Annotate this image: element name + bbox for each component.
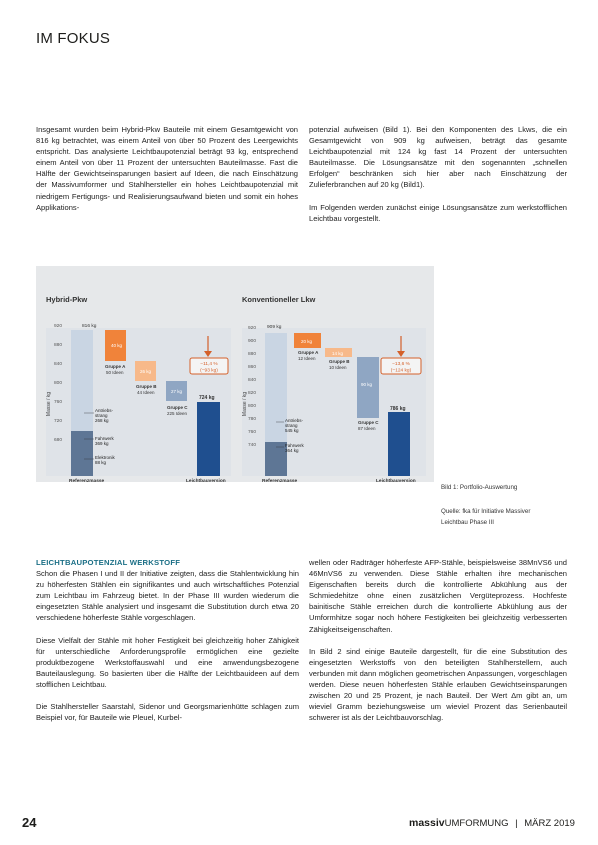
right-seg-2-value: 364 kg (285, 448, 299, 453)
section2-right-column (309, 557, 567, 723)
left-seg-1-value: 268 kg (95, 418, 109, 423)
intro-left-paragraph: Insgesamt wurden beim Hybrid-Pkw Bauteile mit einem Gesamtgewicht von 816 kg betrachtet, was einem Anteil von über 50 Prozent des Leergewichts entspricht. Das analysierte Leichtbaupotenzial beträgt 93 kg, entsprechend einem Anteil von über 11 Prozent der untersuchten Bauteilmasse. Fast die Hälfte der Gewichtseinsparungen basiert auf Ideen, die nach Einschätzung der Massivumformer und Stahlhersteller ein hohes Leichtbaupotenzial mit niedrigem Fertigungs- und Realisierungsaufwand bieten und somit ein hohes Applikations- (36, 125, 298, 212)
section2-heading: LEICHTBAUPOTENZIAL WERKSTOFF (36, 558, 181, 567)
intro-right-paragraph-1: potenzial aufweisen (Bild 1). Bei den Komponenten des Lkws, die ein Gesamtgewicht von 909 kg aufweisen, beträgt das gesamte Leichtbaupotenzial mit 124 kg fast 14 Prozent der untersuchten Bauteilmasse. Die Lösungsansätze mit den sogenannten „schnellen Erfolgen“ beschränken sich hier aber nach Einschätzung der Zulieferbranchen auf 20 kg (Bild1). (309, 125, 567, 190)
right-ytick: 900 (248, 339, 257, 344)
left-ytick: 920 (54, 324, 63, 329)
left-result-label: 724 kg (199, 395, 215, 401)
right-x-end: Leichtbauversion (376, 479, 416, 482)
left-seg-3-name: Elektronik (95, 455, 115, 460)
left-seg-2-value: 369 kg (95, 441, 109, 446)
right-ytick: 820 (248, 391, 257, 396)
right-ytick: 860 (248, 365, 257, 370)
right-ytick: 840 (248, 378, 257, 383)
right-ytick: 760 (248, 430, 257, 435)
section-label: IM FOKUS (36, 30, 111, 47)
left-ytick: 760 (54, 400, 63, 405)
right-group-b-ideas: 10 Ideen (329, 365, 347, 370)
section2-left-paragraph-2: Diese Vielfalt der Stähle mit hoher Festigkeit bei gleichzeitig hoher Zähigkeit für unterschiedliche Anforderungsprofile ermöglichen eine gezielte produktbezogene Werkstoffauswahl und eine anwendungsbezogene Bauteilauslegung. So basierten über die Hälfte der Leichtbauideen auf dem stofflichen Leichtbau. (36, 635, 299, 689)
left-group-b-ideas: 44 Ideen (137, 390, 155, 395)
left-group-c-ideas: 225 Ideen (167, 411, 188, 416)
intro-right-column (309, 124, 567, 224)
left-ytick: 880 (54, 343, 63, 348)
right-group-b-value: 14 kg (332, 351, 344, 356)
left-result-bar (197, 402, 220, 476)
section2-left-paragraph-3: Die Stahlhersteller Saarstahl, Sidenor und Georgsmarienhütte schlagen zum Beispiel vor, für Bauteile wie Pleuel, Kurbel- (36, 702, 299, 723)
figure-caption: Bild 1: Portfolio-Auswertung (441, 484, 518, 491)
left-ytick: 720 (54, 419, 63, 424)
portfolio-chart-svg (36, 266, 434, 482)
right-callout-kg: (−124 kg) (390, 368, 412, 374)
left-start-label: 816 kg (82, 324, 97, 329)
left-seg-3-value: 88 kg (95, 460, 107, 465)
right-group-a-name: Gruppe A (298, 350, 319, 355)
footer-separator: | (515, 818, 518, 829)
page-number: 24 (22, 815, 37, 830)
figure-portfolio (36, 266, 434, 482)
section2-right-paragraph-2: In Bild 2 sind einige Bauteile dargestellt, für die eine Substitution des eingesetzten Werkstoffs von den beteiligten Stahlherstellern, auch verbunden mit dann möglichen geometrischen Anpassungen, vorgeschlagen werden. Diese neuen höherfesten Stähle erlauben Gewichtseinsparungen zwischen 20 und 25 Prozent, je nach Bauteil. Der Wert Δm gibt an, um wieviel Gramm beziehungsweise um wieviel Prozent das Serienbauteil schwerer ist als der Leichtbauvorschlag. (309, 646, 567, 723)
left-chart-title: Hybrid-Pkw (46, 295, 88, 304)
right-seg-1-value: 545 kg (285, 428, 299, 433)
left-y-label: Masse / kg (46, 391, 52, 417)
left-seg-1-name2: strang (95, 413, 108, 418)
right-seg-2-name: Fahrwerk (285, 443, 304, 448)
section2-right-paragraph-1: wellen oder Radträger höherfeste AFP-Stähle, beispielsweise 38MnVS6 und 46MnVS6 zu verwenden. Diese Stähle erhalten ihre mechanischen Eigenschaften bereits durch die kontrollierte Abkühlung aus der Schmiedehitze ohne einen zusätzlichen Vergüteprozess. Hochfeste bainitische Stähle erreichen durch die kontrollierte Abkühlung aus der Umformhitze sogar noch höhere Festigkeiten bei gleichzeitig verbesserten Zähigkeitseigenschaften. (309, 558, 567, 634)
left-group-c-value: 27 kg (171, 389, 183, 394)
left-callout-kg: (−93 kg) (200, 368, 218, 374)
left-seg-1-name: Antriebs- (95, 408, 114, 413)
left-ytick: 680 (54, 438, 63, 443)
right-group-c-value: 90 kg (361, 382, 373, 387)
right-group-c-bar (357, 357, 379, 418)
left-group-b-value: 26 kg (140, 369, 152, 374)
issue-date: MÄRZ 2019 (524, 818, 575, 829)
left-start-segments (71, 431, 93, 476)
right-result-label: 786 kg (390, 406, 406, 412)
left-seg-2-name: Fahrwerk (95, 436, 114, 441)
figure-source-line-2: Leichtbau Phase III (441, 519, 494, 526)
intro-left-column (36, 124, 298, 213)
figure-source-line-1: Quelle: fka für Initiative Massiver (441, 508, 531, 515)
right-ytick: 800 (248, 404, 257, 409)
left-group-a-value: 40 kg (111, 343, 123, 348)
left-group-a-ideas: 50 Ideen (106, 370, 124, 375)
footer-brand (409, 817, 575, 829)
right-y-label: Masse / kg (242, 391, 248, 417)
right-group-b-name: Gruppe B (329, 359, 350, 364)
left-ytick: 840 (54, 362, 63, 367)
right-x-start: Referenzmasse (262, 479, 298, 482)
left-x-end: Leichtbauversion (186, 479, 226, 482)
right-result-bar (388, 412, 410, 476)
left-ytick: 800 (54, 381, 63, 386)
right-start-label: 909 kg (267, 325, 282, 330)
left-callout-percent: −11,4 % (200, 362, 218, 367)
right-ytick: 740 (248, 443, 257, 448)
left-group-c-name: Gruppe C (167, 405, 188, 410)
right-group-a-value: 20 kg (301, 339, 313, 344)
brand-rest: UMFORMUNG (444, 818, 509, 829)
right-ytick: 880 (248, 352, 257, 357)
brand-bold: massiv (409, 817, 445, 829)
intro-right-paragraph-2: Im Folgenden werden zunächst einige Lösungsansätze zum werkstofflichen Leichtbau vorgestellt. (309, 202, 567, 223)
right-group-c-name: Gruppe C (358, 420, 379, 425)
left-group-b-name: Gruppe B (136, 384, 157, 389)
right-chart-title: Konventioneller Lkw (242, 295, 316, 304)
left-x-start: Referenzmasse (69, 479, 105, 482)
section2-left-paragraph-1: Schon die Phasen I und II der Initiative zeigten, dass die Stahlentwicklung hin zu höherfesten Stählen ein signifikantes und auch wirtschaftliches Potenzial zum Leichtbau im Fahrzeug bietet. In der Phase III wurden wiederum die eingesetzten Stähle analysiert und insgesamt die Substitution durch etwa 20 verschiedene höherfeste Stähle vorgeschlagen. (36, 569, 299, 623)
right-group-c-ideas: 87 Ideen (358, 426, 376, 431)
section2-left-column (36, 557, 299, 723)
right-callout-percent: −13,6 % (392, 362, 410, 367)
right-ytick: 920 (248, 326, 257, 331)
right-seg-1-name: Antriebs- (285, 418, 304, 423)
right-group-a-ideas: 12 Ideen (298, 356, 316, 361)
left-group-a-name: Gruppe A (105, 364, 126, 369)
right-seg-1-name2: strang (285, 423, 298, 428)
right-ytick: 780 (248, 417, 257, 422)
